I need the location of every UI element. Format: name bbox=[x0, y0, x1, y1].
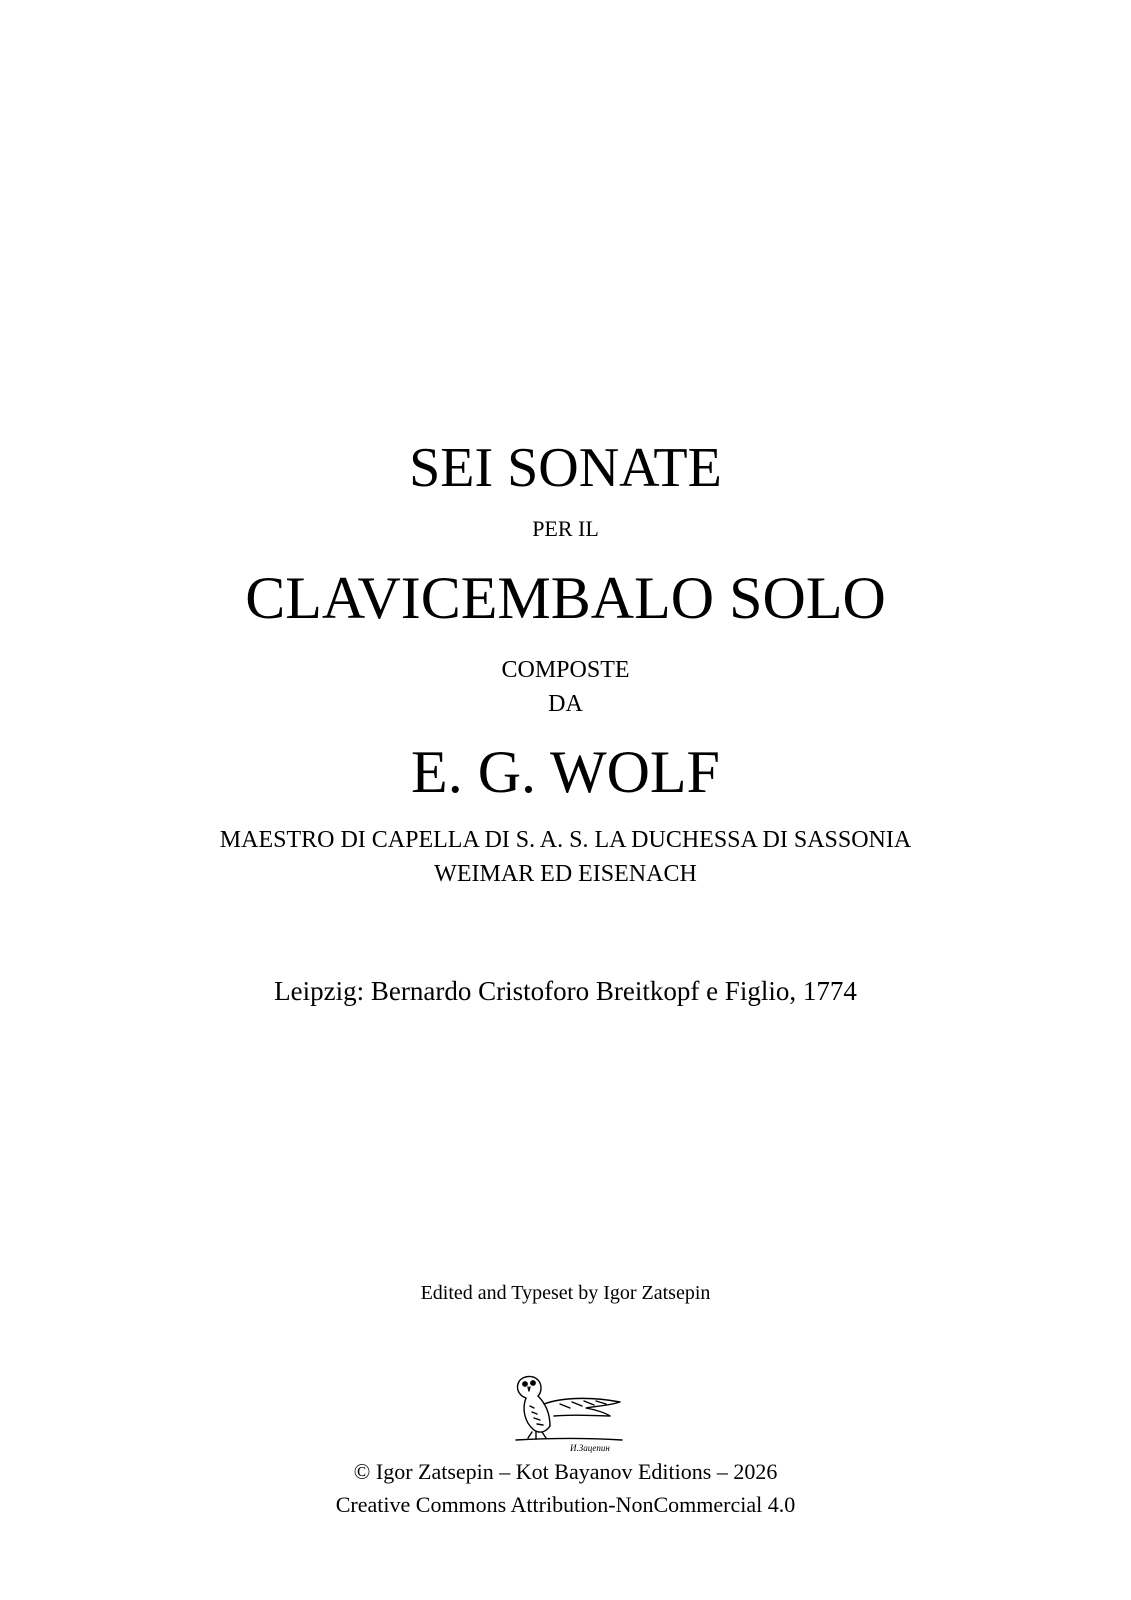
logo-signature: И.Зацепин bbox=[570, 1443, 610, 1453]
composer-name: E. G. WOLF bbox=[411, 739, 720, 805]
license-notice: Creative Commons Attribution-NonCommercial 4.0 bbox=[335, 1492, 796, 1517]
publication-imprint: Leipzig: Bernardo Cristoforo Breitkopf e Figlio, 1774 bbox=[274, 976, 857, 1006]
subtitle-da: DA bbox=[548, 691, 583, 717]
title: SEI SONATE bbox=[409, 437, 722, 499]
eagle-owl-icon bbox=[510, 1372, 630, 1444]
copyright-notice: © Igor Zatsepin – Kot Bayanov Editions – 2026 bbox=[353, 1459, 778, 1484]
composer-position-line2: WEIMAR ED EISENACH bbox=[434, 861, 697, 887]
subtitle-composte: COMPOSTE bbox=[501, 657, 630, 683]
composer-position-line1: MAESTRO DI CAPELLA DI S. A. S. LA DUCHESSA DI SASSONIA bbox=[219, 827, 912, 853]
instrument-title: CLAVICEMBALO SOLO bbox=[245, 565, 886, 631]
editor-credit: Edited and Typeset by Igor Zatsepin bbox=[420, 1282, 711, 1304]
subtitle-per-il: PER IL bbox=[532, 516, 599, 541]
